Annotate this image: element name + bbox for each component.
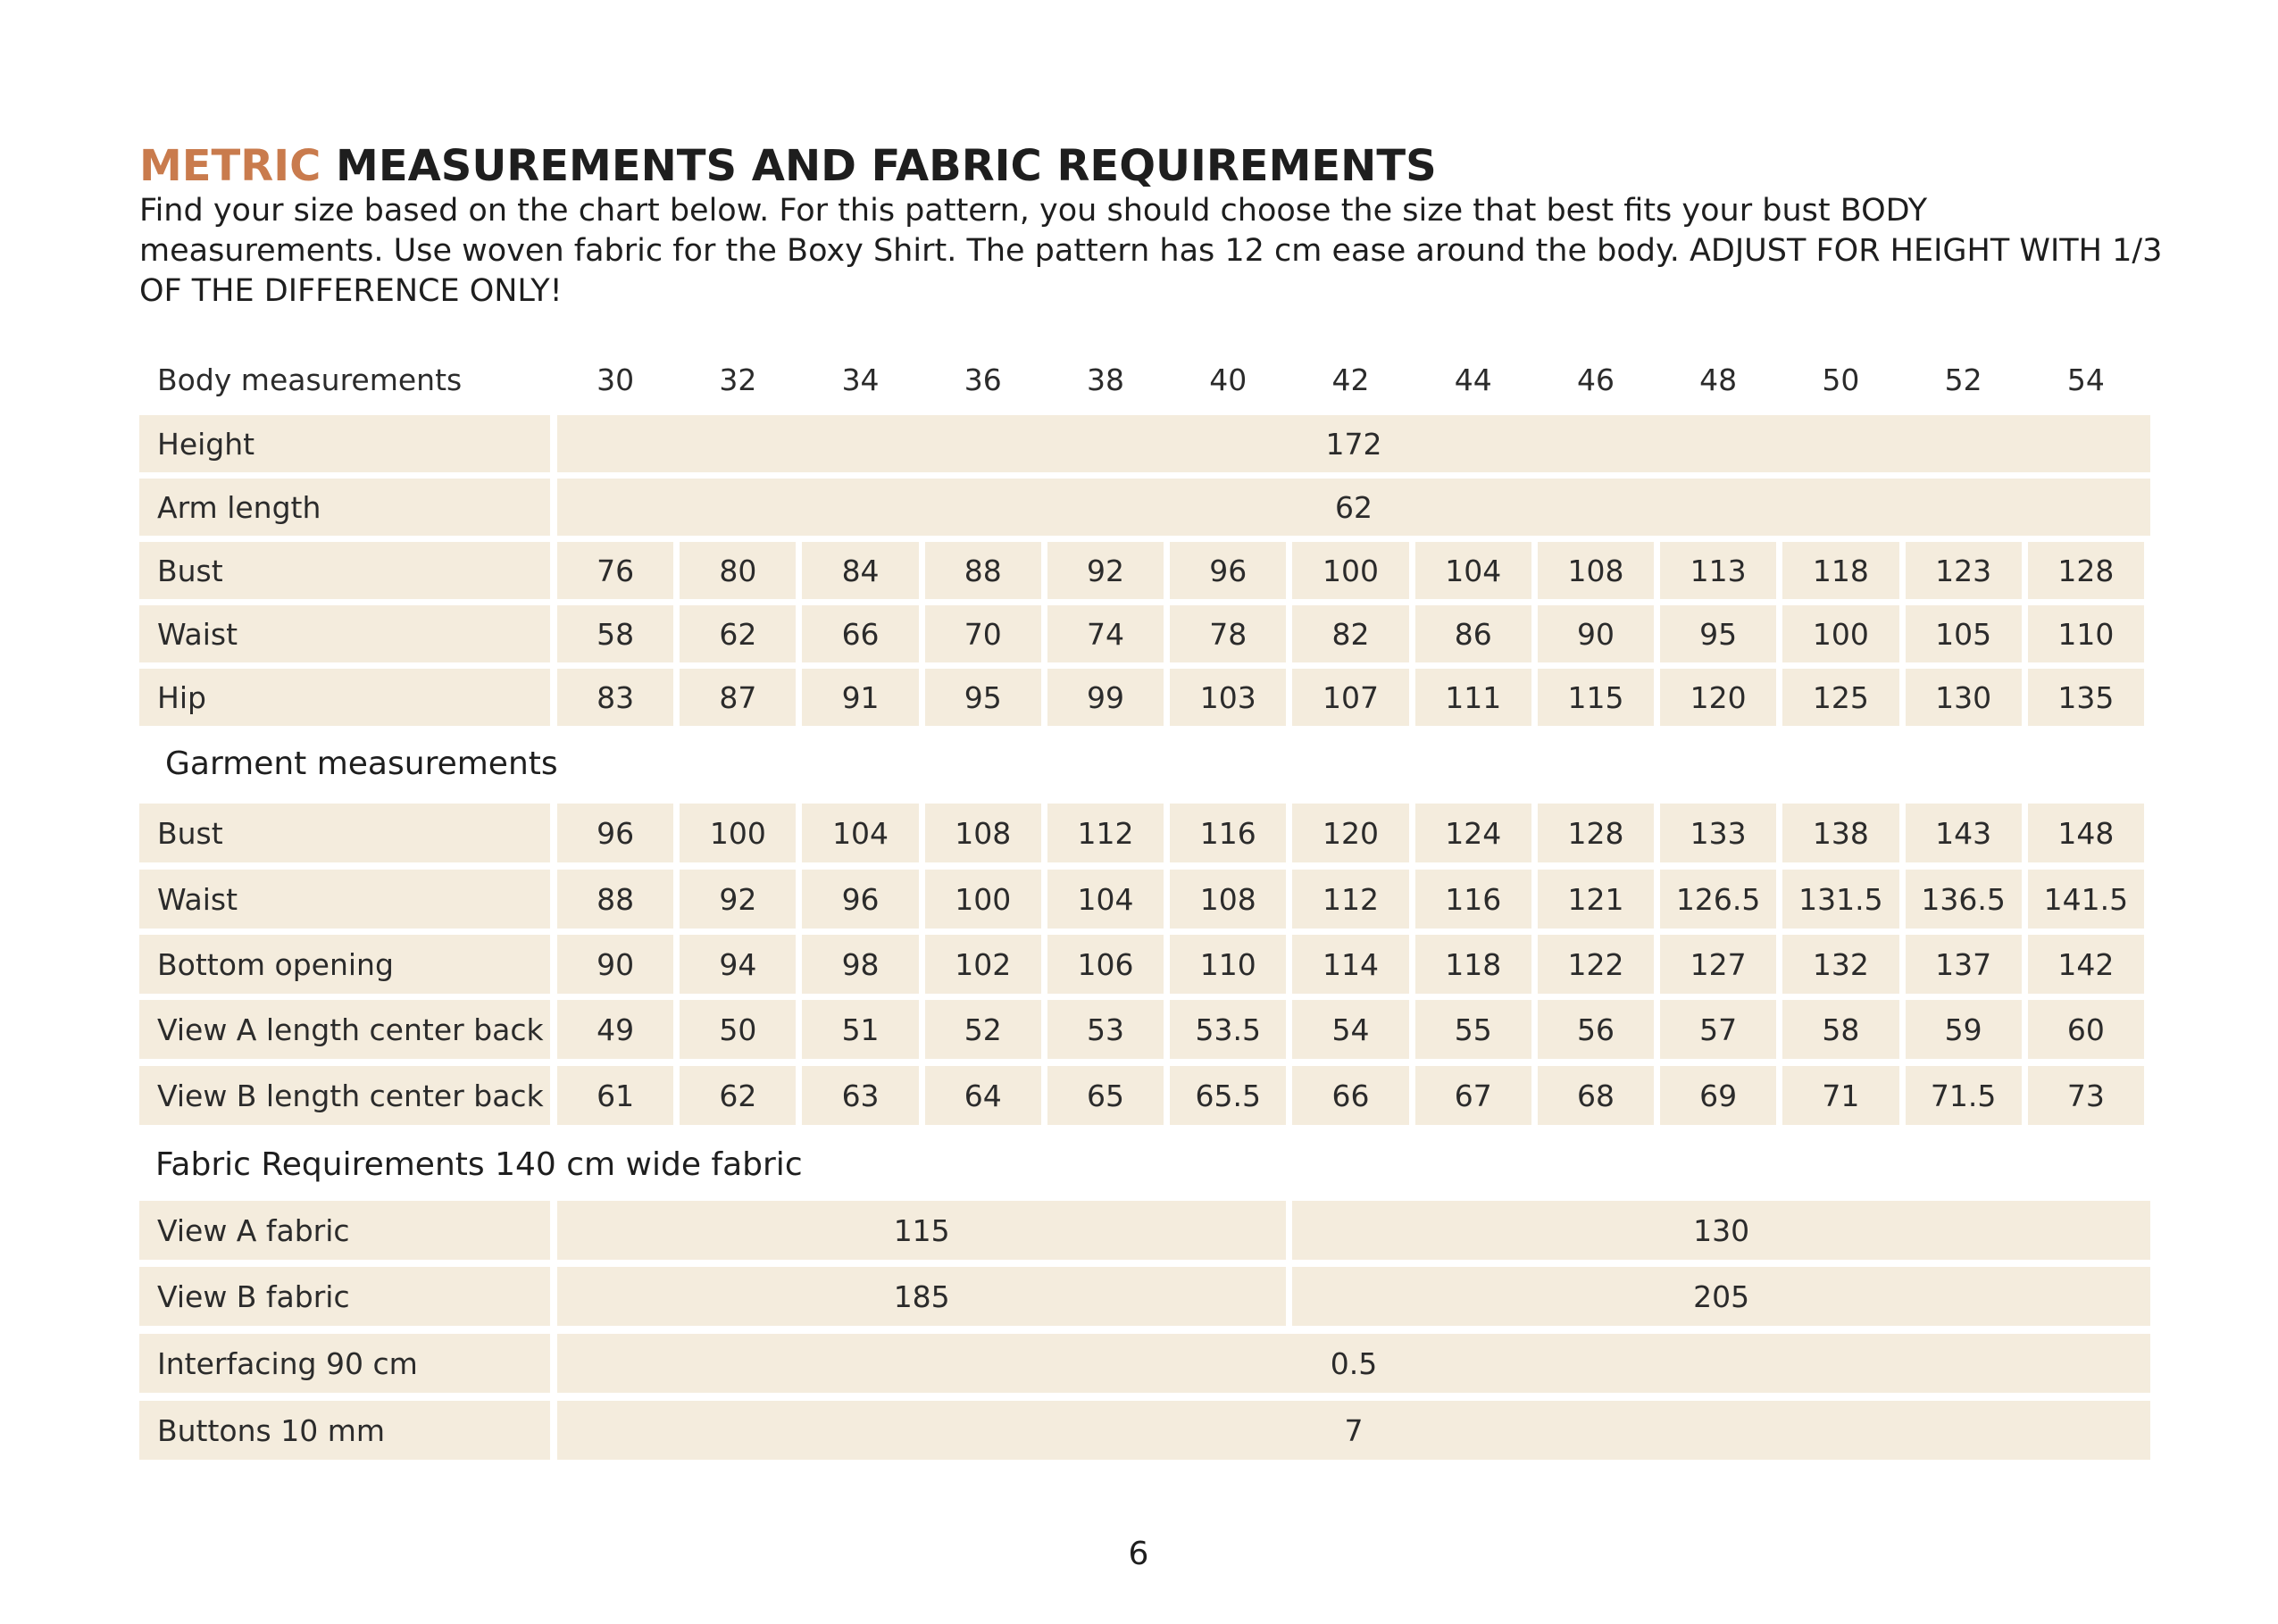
garment-row-cell: 118 <box>1415 935 1531 994</box>
garment-row-cell: 54 <box>1292 1000 1408 1059</box>
garment-row-cell: 143 <box>1906 804 2022 862</box>
garment-row-cell: 63 <box>802 1066 918 1125</box>
garment-row-cell: 52 <box>925 1000 1041 1059</box>
garment-row-cell: 122 <box>1538 935 1654 994</box>
garment-row-cell: 56 <box>1538 1000 1654 1059</box>
body-row-cell: 83 <box>557 669 673 726</box>
body-row-cell: 100 <box>1782 605 1898 662</box>
fabric-row-value-sizes-30-40: 115 <box>557 1201 1286 1260</box>
body-row-cell: 66 <box>802 605 918 662</box>
garment-row-cell: 114 <box>1292 935 1408 994</box>
garment-row-cell: 141.5 <box>2028 870 2144 929</box>
garment-row-cell: 62 <box>680 1066 796 1125</box>
body-row-cell: 118 <box>1782 542 1898 599</box>
garment-row-cell: 124 <box>1415 804 1531 862</box>
fabric-row-value-sizes-42-54: 205 <box>1292 1267 2150 1326</box>
body-row-cell: 105 <box>1906 605 2022 662</box>
size-header: 44 <box>1454 362 1492 397</box>
size-header: 42 <box>1331 362 1370 397</box>
garment-row-label: View B length center back <box>139 1066 550 1125</box>
garment-row-cell: 126.5 <box>1660 870 1776 929</box>
garment-row-cell: 68 <box>1538 1066 1654 1125</box>
garment-row-cell: 100 <box>925 870 1041 929</box>
body-row-cell: 108 <box>1538 542 1654 599</box>
garment-row-cell: 110 <box>1170 935 1286 994</box>
garment-row-cell: 102 <box>925 935 1041 994</box>
body-row-cell: 80 <box>680 542 796 599</box>
garment-row-cell: 148 <box>2028 804 2144 862</box>
title-rest: MEASUREMENTS AND FABRIC REQUIREMENTS <box>321 141 1437 191</box>
body-row-cell: 86 <box>1415 605 1531 662</box>
title-accent: METRIC <box>139 141 321 191</box>
body-row-label: Hip <box>139 669 550 726</box>
fabric-row-value: 0.5 <box>557 1334 2150 1393</box>
garment-row-cell: 60 <box>2028 1000 2144 1059</box>
garment-row-cell: 116 <box>1170 804 1286 862</box>
body-row-cell: 78 <box>1170 605 1286 662</box>
garment-row-cell: 58 <box>1782 1000 1898 1059</box>
garment-row-cell: 94 <box>680 935 796 994</box>
garment-row-cell: 121 <box>1538 870 1654 929</box>
body-row-cell: 74 <box>1047 605 1164 662</box>
body-row-cell: 91 <box>802 669 918 726</box>
body-row-cell: 128 <box>2028 542 2144 599</box>
body-row-cell: 70 <box>925 605 1041 662</box>
garment-row-cell: 64 <box>925 1066 1041 1125</box>
garment-row-cell: 137 <box>1906 935 2022 994</box>
body-row-cell: 135 <box>2028 669 2144 726</box>
body-row-label: Arm length <box>139 479 550 536</box>
garment-row-label: Waist <box>139 870 550 929</box>
garment-row-cell: 65.5 <box>1170 1066 1286 1125</box>
garment-row-cell: 96 <box>557 804 673 862</box>
garment-row-cell: 65 <box>1047 1066 1164 1125</box>
garment-row-cell: 53 <box>1047 1000 1164 1059</box>
garment-row-cell: 71 <box>1782 1066 1898 1125</box>
fabric-row-value: 7 <box>557 1401 2150 1460</box>
fabric-row-value-sizes-30-40: 185 <box>557 1267 1286 1326</box>
size-header: 46 <box>1576 362 1615 397</box>
fabric-row-value-sizes-42-54: 130 <box>1292 1201 2150 1260</box>
garment-row-cell: 55 <box>1415 1000 1531 1059</box>
size-header: 48 <box>1699 362 1738 397</box>
body-row-cell: 123 <box>1906 542 2022 599</box>
garment-row-cell: 53.5 <box>1170 1000 1286 1059</box>
garment-row-cell: 69 <box>1660 1066 1776 1125</box>
body-row-cell: 130 <box>1906 669 2022 726</box>
garment-row-label: Bust <box>139 804 550 862</box>
garment-row-cell: 98 <box>802 935 918 994</box>
garment-row-cell: 133 <box>1660 804 1776 862</box>
garment-row-cell: 127 <box>1660 935 1776 994</box>
garment-row-cell: 100 <box>680 804 796 862</box>
page-number: 6 <box>1128 1536 1149 1572</box>
body-row-cell: 104 <box>1415 542 1531 599</box>
body-row-cell: 113 <box>1660 542 1776 599</box>
garment-row-cell: 128 <box>1538 804 1654 862</box>
garment-row-cell: 132 <box>1782 935 1898 994</box>
body-row-cell: 99 <box>1047 669 1164 726</box>
garment-row-cell: 112 <box>1047 804 1164 862</box>
body-row-cell: 84 <box>802 542 918 599</box>
fabric-section-heading: Fabric Requirements 140 cm wide fabric <box>155 1146 803 1183</box>
body-row-cell: 90 <box>1538 605 1654 662</box>
garment-row-cell: 66 <box>1292 1066 1408 1125</box>
body-row-cell: 111 <box>1415 669 1531 726</box>
body-row-cell: 95 <box>1660 605 1776 662</box>
body-row-cell: 115 <box>1538 669 1654 726</box>
body-row-cell: 76 <box>557 542 673 599</box>
body-row-cell: 58 <box>557 605 673 662</box>
fabric-row-label: View A fabric <box>139 1201 550 1260</box>
body-row-cell: 125 <box>1782 669 1898 726</box>
garment-row-cell: 106 <box>1047 935 1164 994</box>
size-header: 30 <box>597 362 635 397</box>
body-row-label: Bust <box>139 542 550 599</box>
garment-row-cell: 136.5 <box>1906 870 2022 929</box>
intro-paragraph: Find your size based on the chart below. For this pattern, you should choose the size that best fits your bust BODY measurements. Use woven fabric for the Boxy Shirt. The pattern has 12 cm ease around the body. ADJUST FOR HEIGHT WITH 1/3 OF THE DIFFERENCE ONLY! <box>139 193 2163 309</box>
garment-row-cell: 61 <box>557 1066 673 1125</box>
garment-row-cell: 90 <box>557 935 673 994</box>
body-row-cell: 82 <box>1292 605 1408 662</box>
body-row-value: 62 <box>557 479 2150 536</box>
garment-row-cell: 138 <box>1782 804 1898 862</box>
body-row-cell: 87 <box>680 669 796 726</box>
body-row-cell: 120 <box>1660 669 1776 726</box>
garment-row-cell: 50 <box>680 1000 796 1059</box>
garment-section-heading: Garment measurements <box>165 745 558 782</box>
body-row-cell: 110 <box>2028 605 2144 662</box>
garment-row-cell: 108 <box>925 804 1041 862</box>
garment-row-cell: 142 <box>2028 935 2144 994</box>
size-header: 52 <box>1944 362 1982 397</box>
garment-row-cell: 131.5 <box>1782 870 1898 929</box>
body-row-cell: 62 <box>680 605 796 662</box>
size-header: 40 <box>1209 362 1247 397</box>
fabric-row-label: Buttons 10 mm <box>139 1401 550 1460</box>
garment-row-cell: 108 <box>1170 870 1286 929</box>
header-label: Body measurements <box>157 362 463 397</box>
garment-row-cell: 92 <box>680 870 796 929</box>
fabric-row-label: Interfacing 90 cm <box>139 1334 550 1393</box>
garment-row-cell: 112 <box>1292 870 1408 929</box>
body-row-cell: 107 <box>1292 669 1408 726</box>
body-row-label: Height <box>139 415 550 472</box>
garment-row-cell: 71.5 <box>1906 1066 2022 1125</box>
garment-row-cell: 49 <box>557 1000 673 1059</box>
garment-row-cell: 96 <box>802 870 918 929</box>
body-row-label: Waist <box>139 605 550 662</box>
garment-row-cell: 104 <box>802 804 918 862</box>
size-header: 54 <box>2066 362 2105 397</box>
garment-row-cell: 57 <box>1660 1000 1776 1059</box>
size-header: 34 <box>841 362 880 397</box>
garment-row-cell: 59 <box>1906 1000 2022 1059</box>
body-row-cell: 100 <box>1292 542 1408 599</box>
body-row-cell: 95 <box>925 669 1041 726</box>
garment-row-cell: 73 <box>2028 1066 2144 1125</box>
garment-row-cell: 51 <box>802 1000 918 1059</box>
body-row-value: 172 <box>557 415 2150 472</box>
garment-row-label: Bottom opening <box>139 935 550 994</box>
garment-row-cell: 104 <box>1047 870 1164 929</box>
garment-row-label: View A length center back <box>139 1000 550 1059</box>
size-header: 32 <box>719 362 757 397</box>
garment-row-cell: 67 <box>1415 1066 1531 1125</box>
fabric-row-label: View B fabric <box>139 1267 550 1326</box>
garment-row-cell: 116 <box>1415 870 1531 929</box>
body-row-cell: 92 <box>1047 542 1164 599</box>
body-row-cell: 96 <box>1170 542 1286 599</box>
body-row-cell: 88 <box>925 542 1041 599</box>
size-header: 38 <box>1087 362 1125 397</box>
garment-row-cell: 88 <box>557 870 673 929</box>
size-header: 50 <box>1822 362 1860 397</box>
body-row-cell: 103 <box>1170 669 1286 726</box>
garment-row-cell: 120 <box>1292 804 1408 862</box>
size-header: 36 <box>964 362 1002 397</box>
